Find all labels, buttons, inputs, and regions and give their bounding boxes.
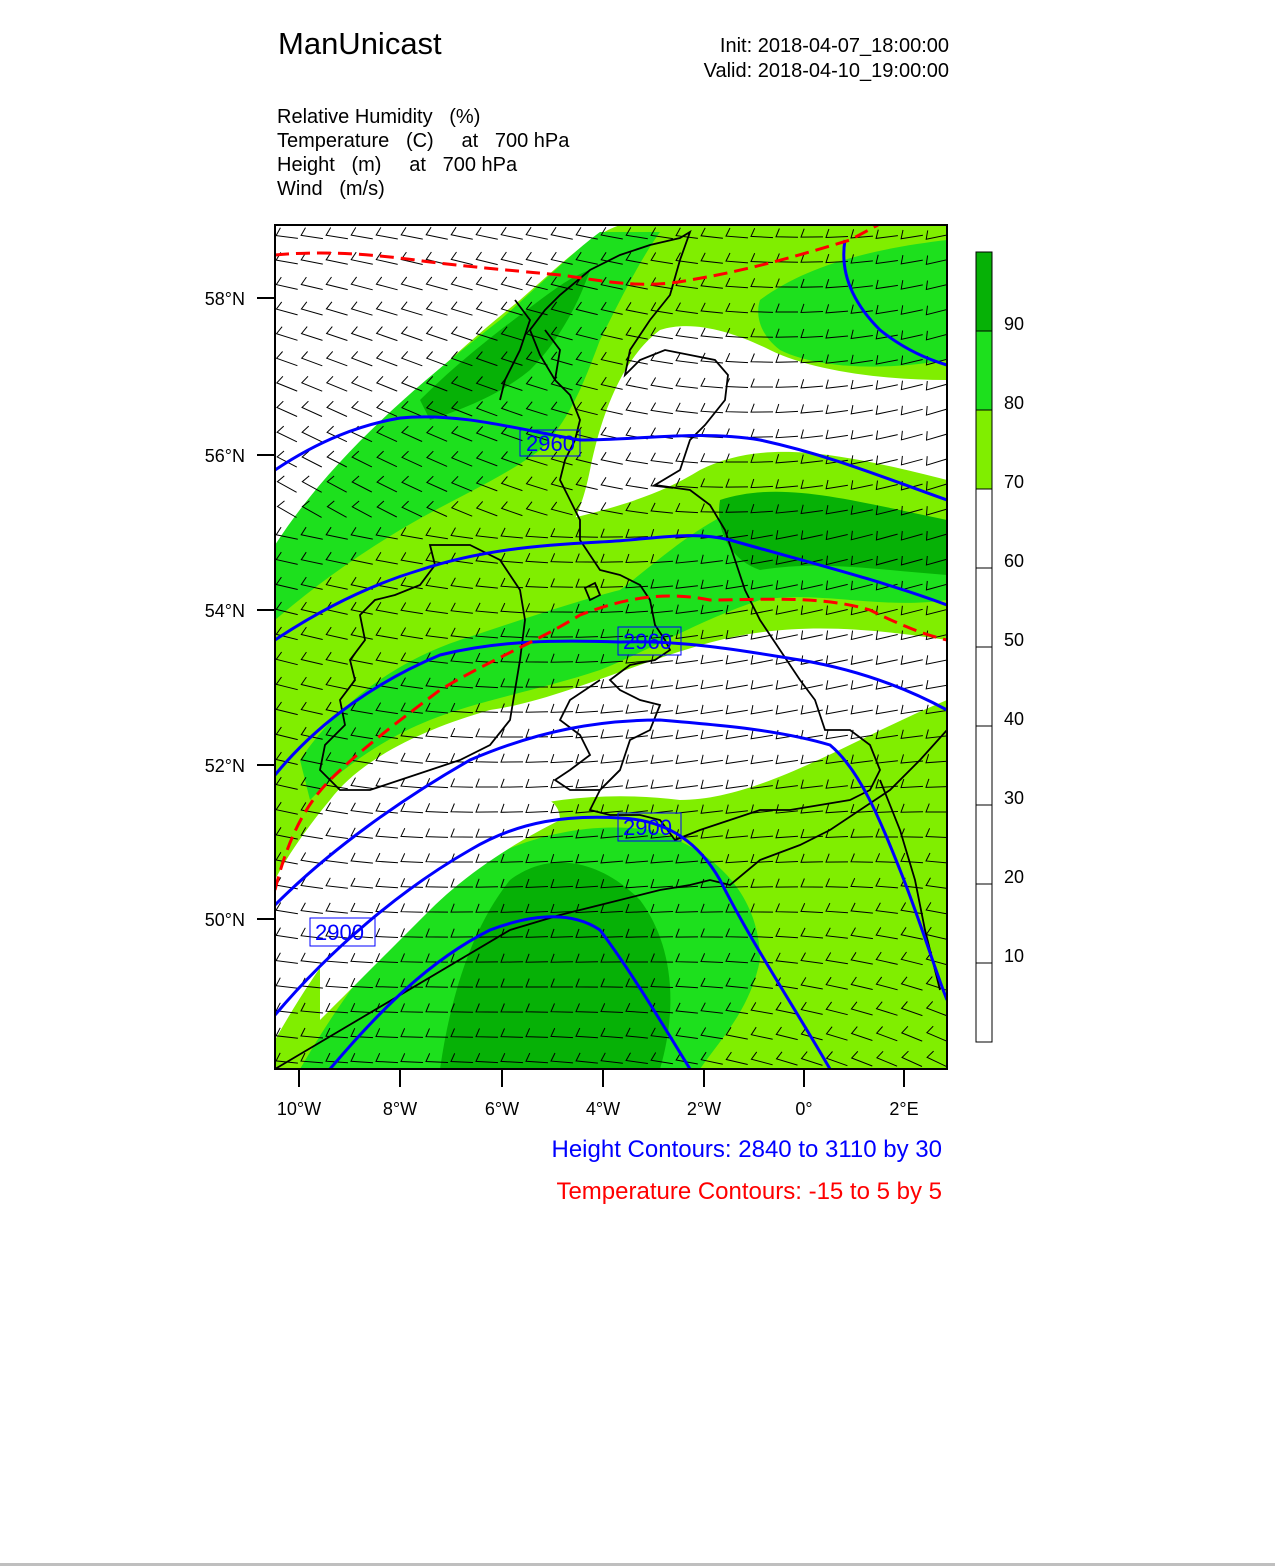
colorbar-label: 30 xyxy=(1004,788,1025,808)
longitude-axis xyxy=(299,1069,904,1087)
lat-label: 52°N xyxy=(204,756,245,776)
lon-label: 8°W xyxy=(382,1099,418,1119)
lon-label: 4°W xyxy=(585,1099,621,1119)
valid-time: Valid: 2018-04-10_19:00:00 xyxy=(703,60,949,82)
field-wind: Wind (m/s) xyxy=(277,178,385,200)
height-label: 2900 xyxy=(315,920,364,945)
model-title: ManUnicast xyxy=(278,26,442,61)
field-temperature: Temperature (C) at 700 hPa xyxy=(277,130,570,152)
colorbar-segment xyxy=(976,489,992,568)
temperature-contours-note: Temperature Contours: -15 to 5 by 5 xyxy=(556,1178,942,1205)
map-field xyxy=(275,225,948,1069)
lon-label: 10°W xyxy=(276,1099,322,1119)
lat-label: 58°N xyxy=(204,289,245,309)
colorbar-segment xyxy=(976,568,992,647)
colorbar-segment xyxy=(976,963,992,1042)
colorbar-label: 20 xyxy=(1004,867,1025,887)
colorbar-segment xyxy=(976,331,992,410)
field-height: Height (m) at 700 hPa xyxy=(277,154,518,176)
colorbar-segment xyxy=(976,726,992,805)
colorbar-segment xyxy=(976,647,992,726)
lon-label: 2°E xyxy=(889,1099,919,1119)
colorbar-label: 50 xyxy=(1004,630,1025,650)
colorbar-segment xyxy=(976,805,992,884)
colorbar-label: 80 xyxy=(1004,393,1025,413)
colorbar-label: 60 xyxy=(1004,551,1025,571)
colorbar-segment xyxy=(976,252,992,331)
field-relative-humidity: Relative Humidity (%) xyxy=(277,106,481,128)
lat-label: 54°N xyxy=(204,601,245,621)
lon-label: 0° xyxy=(795,1099,813,1119)
lat-label: 50°N xyxy=(204,910,245,930)
humidity-colorbar xyxy=(976,252,1024,1042)
longitude-labels xyxy=(277,1099,919,1119)
latitude-labels xyxy=(205,289,245,930)
colorbar-segment xyxy=(976,410,992,489)
lon-label: 2°W xyxy=(686,1099,722,1119)
height-label: 2960 xyxy=(623,629,672,654)
colorbar-label: 70 xyxy=(1004,472,1025,492)
colorbar-segment xyxy=(976,884,992,963)
height-contours-note: Height Contours: 2840 to 3110 by 30 xyxy=(551,1136,942,1163)
colorbar-label: 90 xyxy=(1004,314,1025,334)
colorbar-label: 40 xyxy=(1004,709,1025,729)
latitude-axis xyxy=(257,298,275,919)
height-label: 2900 xyxy=(623,815,672,840)
colorbar-label: 10 xyxy=(1004,946,1025,966)
lat-label: 56°N xyxy=(204,446,245,466)
lon-label: 6°W xyxy=(484,1099,520,1119)
height-label: 2960 xyxy=(526,431,575,456)
init-time: Init: 2018-04-07_18:00:00 xyxy=(719,35,949,57)
